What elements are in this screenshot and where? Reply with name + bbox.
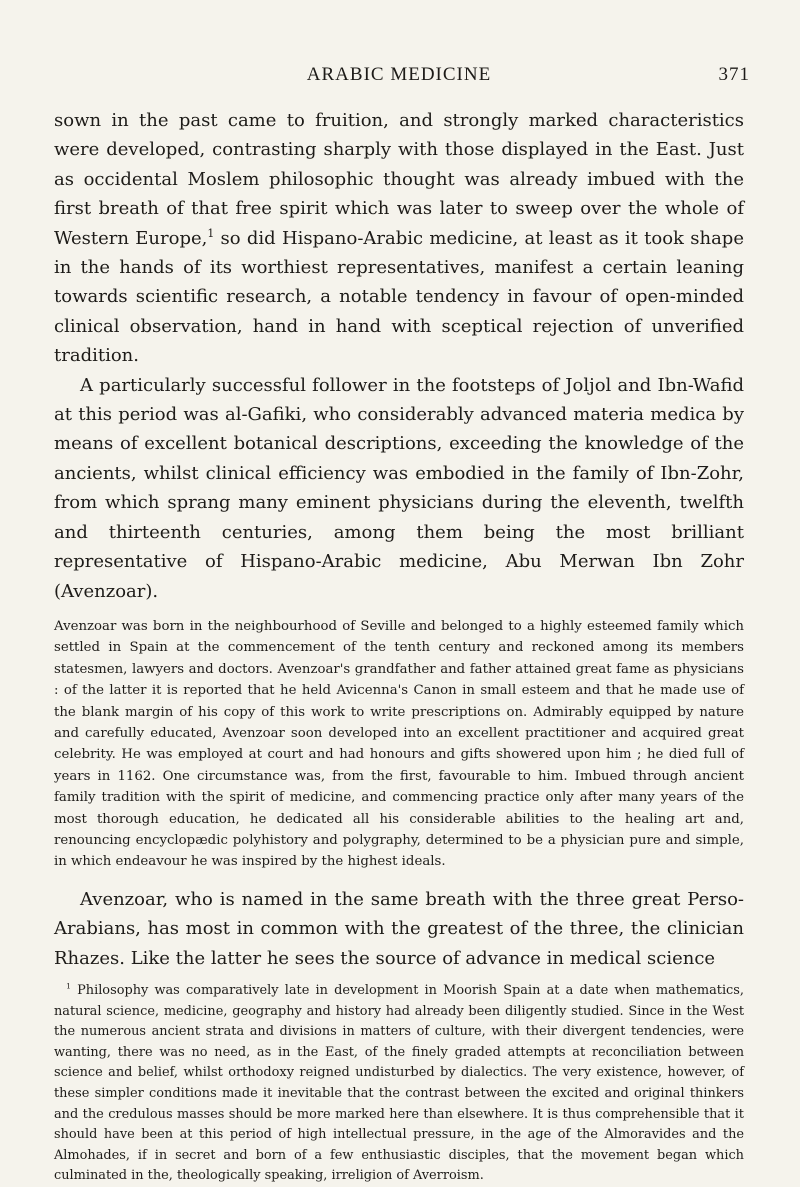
paragraph-1-text: sown in the past came to fruition, and strongly marked characteristics were developed, contrasting sharply with those displayed in the East. Just as occidental Moslem philosophic thought was already imbued with the first breath of that free spirit which was later to sweep over the whole of Western Europe, xyxy=(54,110,744,249)
book-page xyxy=(54,64,750,1187)
page-number: 371 xyxy=(718,64,750,85)
body-paragraph-2: A particularly successful follower in the footsteps of Joljol and Ibn-Wafid at this period was al-Gafiki, who considerably advanced materia medica by means of excellent botanical descriptions, exceeding the knowledge of the ancients, whilst clinical efficiency was embodied in the family of Ibn-Zohr, from which sprang many eminent physicians during the eleventh, twelfth and thirteenth centuries, among them being the most brilliant representative of Hispano-Arabic medicine, Abu Merwan Ibn Zohr (Avenzoar). xyxy=(54,374,744,602)
small-print-note: Avenzoar was born in the neighbourhood of Seville and belonged to a highly esteemed family which settled in Spain at the commencement of the tenth century and reckoned among its members statesmen, lawyers and doctors. Avenzoar's grandfather and father attained great fame as physicians : of the latter it is reported that he held Avicenna's Canon in small esteem and that he made use of the blank margin of his copy of this work to write prescriptions on. Admirably equipped by nature and carefully educated, Avenzoar soon developed into an excellent practitioner and acquired great celebrity. He was employed at court and had honours and gifts showered upon him ; he died full of years in 1162. One circumstance was, from the first, favourable to him. Imbued through ancient family tradition with the spirit of medicine, and commencing practice only after many years of the most thorough education, he dedicated all his considerable abilities to the healing art and, renouncing encyclopædic polyhistory and polygraphy, determined to be a physician pure and simple, in which endeavour he was inspired by the highest ideals. xyxy=(54,618,744,870)
body-paragraph-1 xyxy=(54,106,744,371)
footnote xyxy=(54,981,744,1187)
body-paragraph-3: Avenzoar, who is named in the same breath with the three great Perso-Arabians, has most in common with the greatest of the three, the clinician Rhazes. Like the latter he sees the source of advance in medical science xyxy=(54,888,744,969)
footnote-text: Philosophy was comparatively late in development in Moorish Spain at a date when mathematics, natural science, medicine, geography and history had already been diligently studied. Since in the West the numerous ancient strata and divisions in matters of culture, with their divergent tendencies, were wanting, there was no need, as in the East, of the finely graded attempts at reconciliation between science and belief, whilst orthodoxy reigned undisturbed by dialectics. The very existence, however, of these simpler conditions made it inevitable that the contrast between the excited and original thinkers and the credulous masses should be more marked here than elsewhere. It is thus comprehensible that it should have been at this period of high intellectual pressure, in the age of the Almoravides and the Almohades, if in secret and born of a few enthusiastic disciples, that the movement began which culminated in the, theologically speaking, irreligion of Averroism. xyxy=(54,983,744,1184)
paragraph-1-text-continued: so did Hispano-Arabic medicine, at least as it took shape in the hands of its worthiest representatives, manifest a certain leaning towards scientific research, a notable tendency in favour of open-minded clinical observation, hand in hand with sceptical rejection of unverified tradition. xyxy=(54,227,744,367)
running-header xyxy=(54,64,750,90)
footnote-reference: 1 xyxy=(207,226,215,240)
running-title: ARABIC MEDICINE xyxy=(306,64,492,85)
footnote-marker: 1 xyxy=(66,981,71,991)
